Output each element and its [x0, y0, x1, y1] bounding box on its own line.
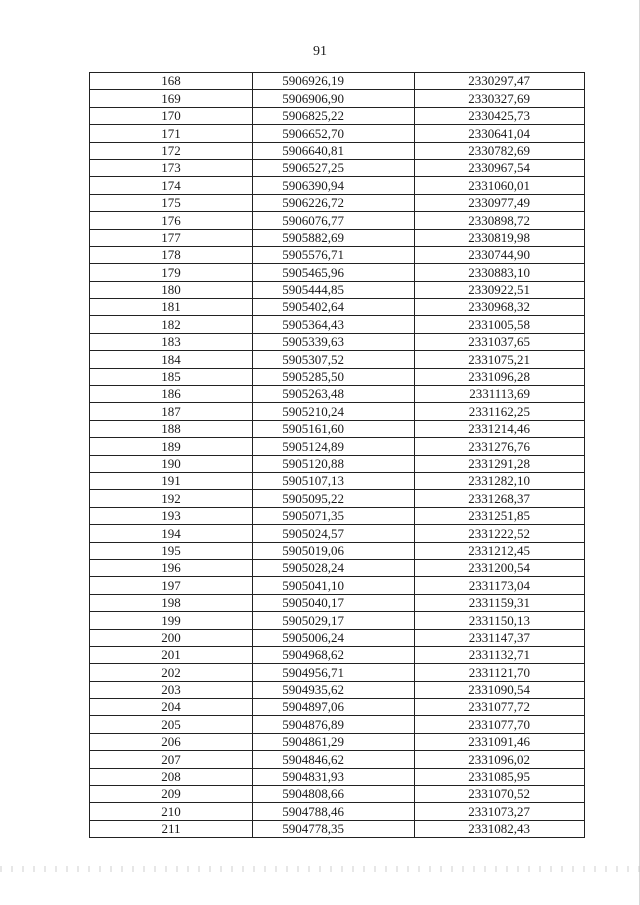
x-coordinate-cell: 5905028,24 — [253, 559, 415, 576]
y-coordinate-cell: 2331077,72 — [415, 699, 585, 716]
table-row — [90, 368, 585, 385]
y-coordinate-cell: 2330744,90 — [415, 246, 585, 263]
point-number-cell: 174 — [90, 177, 253, 194]
table-row — [90, 386, 585, 403]
x-coordinate-cell: 5905465,96 — [253, 264, 415, 281]
y-coordinate-cell: 2331222,52 — [415, 525, 585, 542]
coordinates-table — [89, 72, 585, 838]
x-coordinate-cell: 5905107,13 — [253, 472, 415, 489]
x-coordinate-cell: 5905364,43 — [253, 316, 415, 333]
x-coordinate-cell: 5906076,77 — [253, 212, 415, 229]
x-coordinate-cell: 5904935,62 — [253, 681, 415, 698]
x-coordinate-cell: 5904876,89 — [253, 716, 415, 733]
y-coordinate-cell: 2330898,72 — [415, 212, 585, 229]
y-coordinate-cell: 2331077,70 — [415, 716, 585, 733]
table-row — [90, 212, 585, 229]
y-coordinate-cell: 2331113,69 — [415, 386, 585, 403]
x-coordinate-cell: 5904956,71 — [253, 664, 415, 681]
y-coordinate-cell: 2331162,25 — [415, 403, 585, 420]
x-coordinate-cell: 5906527,25 — [253, 159, 415, 176]
table-row — [90, 455, 585, 472]
point-number-cell: 208 — [90, 768, 253, 785]
y-coordinate-cell: 2331159,31 — [415, 594, 585, 611]
table-row — [90, 559, 585, 576]
y-coordinate-cell: 2331150,13 — [415, 612, 585, 629]
y-coordinate-cell: 2331060,01 — [415, 177, 585, 194]
x-coordinate-cell: 5904968,62 — [253, 646, 415, 663]
table-row — [90, 403, 585, 420]
table-row — [90, 699, 585, 716]
x-coordinate-cell: 5906926,19 — [253, 73, 415, 90]
x-coordinate-cell: 5905071,35 — [253, 507, 415, 524]
x-coordinate-cell: 5905161,60 — [253, 420, 415, 437]
y-coordinate-cell: 2331091,46 — [415, 733, 585, 750]
point-number-cell: 207 — [90, 751, 253, 768]
x-coordinate-cell: 5905041,10 — [253, 577, 415, 594]
point-number-cell: 206 — [90, 733, 253, 750]
x-coordinate-cell: 5905339,63 — [253, 333, 415, 350]
x-coordinate-cell: 5904788,46 — [253, 803, 415, 820]
y-coordinate-cell: 2330327,69 — [415, 90, 585, 107]
table-row — [90, 577, 585, 594]
x-coordinate-cell: 5905444,85 — [253, 281, 415, 298]
table-row — [90, 507, 585, 524]
table-row — [90, 90, 585, 107]
table-row — [90, 733, 585, 750]
point-number-cell: 205 — [90, 716, 253, 733]
y-coordinate-cell: 2331073,27 — [415, 803, 585, 820]
y-coordinate-cell: 2330977,49 — [415, 194, 585, 211]
y-coordinate-cell: 2330641,04 — [415, 125, 585, 142]
point-number-cell: 170 — [90, 107, 253, 124]
point-number-cell: 173 — [90, 159, 253, 176]
point-number-cell: 198 — [90, 594, 253, 611]
x-coordinate-cell: 5905307,52 — [253, 351, 415, 368]
point-number-cell: 169 — [90, 90, 253, 107]
table-row — [90, 786, 585, 803]
point-number-cell: 194 — [90, 525, 253, 542]
x-coordinate-cell: 5906652,70 — [253, 125, 415, 142]
table-row — [90, 646, 585, 663]
point-number-cell: 186 — [90, 386, 253, 403]
table-row — [90, 472, 585, 489]
x-coordinate-cell: 5905019,06 — [253, 542, 415, 559]
x-coordinate-cell: 5905402,64 — [253, 299, 415, 316]
table-row — [90, 246, 585, 263]
table-row — [90, 612, 585, 629]
x-coordinate-cell: 5905095,22 — [253, 490, 415, 507]
x-coordinate-cell: 5905006,24 — [253, 629, 415, 646]
y-coordinate-cell: 2331005,58 — [415, 316, 585, 333]
point-number-cell: 178 — [90, 246, 253, 263]
table-row — [90, 107, 585, 124]
point-number-cell: 193 — [90, 507, 253, 524]
table-row — [90, 264, 585, 281]
table-row — [90, 142, 585, 159]
y-coordinate-cell: 2330883,10 — [415, 264, 585, 281]
table-row — [90, 681, 585, 698]
table-row — [90, 281, 585, 298]
y-coordinate-cell: 2330968,32 — [415, 299, 585, 316]
y-coordinate-cell: 2331096,28 — [415, 368, 585, 385]
point-number-cell: 183 — [90, 333, 253, 350]
table-row — [90, 229, 585, 246]
x-coordinate-cell: 5905029,17 — [253, 612, 415, 629]
y-coordinate-cell: 2330297,47 — [415, 73, 585, 90]
point-number-cell: 180 — [90, 281, 253, 298]
table-row — [90, 177, 585, 194]
y-coordinate-cell: 2331121,70 — [415, 664, 585, 681]
point-number-cell: 199 — [90, 612, 253, 629]
y-coordinate-cell: 2331037,65 — [415, 333, 585, 350]
x-coordinate-cell: 5904861,29 — [253, 733, 415, 750]
table-row — [90, 594, 585, 611]
y-coordinate-cell: 2331132,71 — [415, 646, 585, 663]
y-coordinate-cell: 2331070,52 — [415, 786, 585, 803]
x-coordinate-cell: 5906906,90 — [253, 90, 415, 107]
point-number-cell: 201 — [90, 646, 253, 663]
table-row — [90, 820, 585, 837]
point-number-cell: 203 — [90, 681, 253, 698]
point-number-cell: 184 — [90, 351, 253, 368]
point-number-cell: 197 — [90, 577, 253, 594]
table-row — [90, 299, 585, 316]
y-coordinate-cell: 2330922,51 — [415, 281, 585, 298]
y-coordinate-cell: 2330819,98 — [415, 229, 585, 246]
table-row — [90, 490, 585, 507]
x-coordinate-cell: 5905576,71 — [253, 246, 415, 263]
point-number-cell: 190 — [90, 455, 253, 472]
point-number-cell: 204 — [90, 699, 253, 716]
x-coordinate-cell: 5905040,17 — [253, 594, 415, 611]
x-coordinate-cell: 5904897,06 — [253, 699, 415, 716]
point-number-cell: 182 — [90, 316, 253, 333]
table-row — [90, 194, 585, 211]
y-coordinate-cell: 2331147,37 — [415, 629, 585, 646]
point-number-cell: 172 — [90, 142, 253, 159]
y-coordinate-cell: 2331082,43 — [415, 820, 585, 837]
table-row — [90, 333, 585, 350]
y-coordinate-cell: 2331282,10 — [415, 472, 585, 489]
point-number-cell: 191 — [90, 472, 253, 489]
table-row — [90, 542, 585, 559]
y-coordinate-cell: 2331173,04 — [415, 577, 585, 594]
x-coordinate-cell: 5906825,22 — [253, 107, 415, 124]
table-row — [90, 803, 585, 820]
y-coordinate-cell: 2330967,54 — [415, 159, 585, 176]
table-row — [90, 768, 585, 785]
point-number-cell: 181 — [90, 299, 253, 316]
y-coordinate-cell: 2331214,46 — [415, 420, 585, 437]
x-coordinate-cell: 5906226,72 — [253, 194, 415, 211]
point-number-cell: 211 — [90, 820, 253, 837]
point-number-cell: 185 — [90, 368, 253, 385]
table-row — [90, 629, 585, 646]
y-coordinate-cell: 2331291,28 — [415, 455, 585, 472]
table-row — [90, 525, 585, 542]
y-coordinate-cell: 2330782,69 — [415, 142, 585, 159]
y-coordinate-cell: 2331276,76 — [415, 438, 585, 455]
x-coordinate-cell: 5904846,62 — [253, 751, 415, 768]
x-coordinate-cell: 5905285,50 — [253, 368, 415, 385]
y-coordinate-cell: 2331090,54 — [415, 681, 585, 698]
point-number-cell: 209 — [90, 786, 253, 803]
point-number-cell: 176 — [90, 212, 253, 229]
table-row — [90, 716, 585, 733]
point-number-cell: 200 — [90, 629, 253, 646]
point-number-cell: 195 — [90, 542, 253, 559]
point-number-cell: 187 — [90, 403, 253, 420]
point-number-cell: 175 — [90, 194, 253, 211]
point-number-cell: 192 — [90, 490, 253, 507]
x-coordinate-cell: 5905120,88 — [253, 455, 415, 472]
y-coordinate-cell: 2330425,73 — [415, 107, 585, 124]
point-number-cell: 210 — [90, 803, 253, 820]
y-coordinate-cell: 2331200,54 — [415, 559, 585, 576]
point-number-cell: 202 — [90, 664, 253, 681]
y-coordinate-cell: 2331085,95 — [415, 768, 585, 785]
table-row — [90, 73, 585, 90]
y-coordinate-cell: 2331212,45 — [415, 542, 585, 559]
point-number-cell: 188 — [90, 420, 253, 437]
x-coordinate-cell: 5904808,66 — [253, 786, 415, 803]
point-number-cell: 196 — [90, 559, 253, 576]
x-coordinate-cell: 5904778,35 — [253, 820, 415, 837]
x-coordinate-cell: 5905024,57 — [253, 525, 415, 542]
y-coordinate-cell: 2331251,85 — [415, 507, 585, 524]
point-number-cell: 179 — [90, 264, 253, 281]
page-number: 91 — [313, 44, 327, 59]
table-row — [90, 664, 585, 681]
x-coordinate-cell: 5906640,81 — [253, 142, 415, 159]
table-row — [90, 751, 585, 768]
x-coordinate-cell: 5905210,24 — [253, 403, 415, 420]
y-coordinate-cell: 2331096,02 — [415, 751, 585, 768]
table-row — [90, 438, 585, 455]
y-coordinate-cell: 2331075,21 — [415, 351, 585, 368]
table-row — [90, 125, 585, 142]
x-coordinate-cell: 5904831,93 — [253, 768, 415, 785]
table-row — [90, 420, 585, 437]
table-row — [90, 159, 585, 176]
scan-artifact — [0, 866, 640, 872]
x-coordinate-cell: 5905124,89 — [253, 438, 415, 455]
table-row — [90, 316, 585, 333]
x-coordinate-cell: 5906390,94 — [253, 177, 415, 194]
x-coordinate-cell: 5905882,69 — [253, 229, 415, 246]
table-body — [90, 73, 585, 838]
point-number-cell: 177 — [90, 229, 253, 246]
point-number-cell: 189 — [90, 438, 253, 455]
point-number-cell: 168 — [90, 73, 253, 90]
x-coordinate-cell: 5905263,48 — [253, 386, 415, 403]
point-number-cell: 171 — [90, 125, 253, 142]
y-coordinate-cell: 2331268,37 — [415, 490, 585, 507]
table-row — [90, 351, 585, 368]
